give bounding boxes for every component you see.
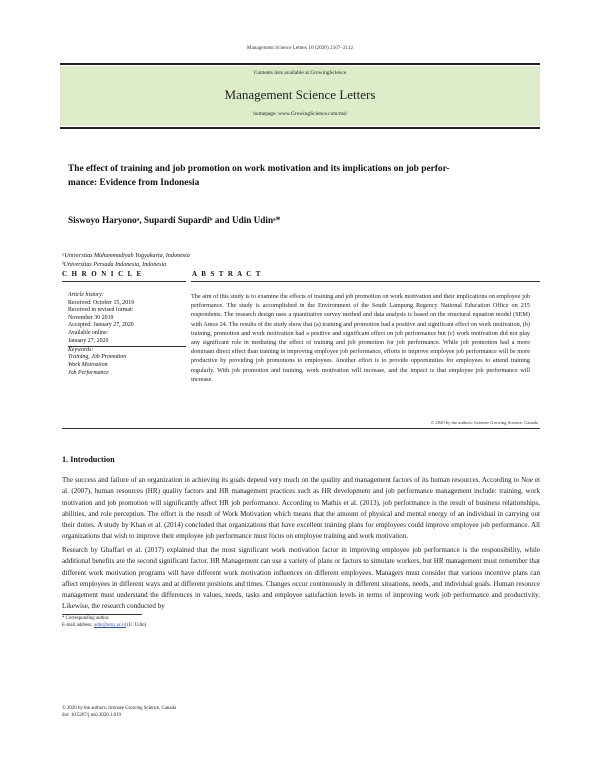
email-note: [62, 623, 146, 630]
affiliation-b: ᵇUniversitas Persada Indonesia, Indonesia: [62, 262, 167, 268]
affiliation-a: ᵃUniversitas Muhammadiyah Yogyakarta, Indonesia: [62, 253, 190, 259]
history-line: Received in revised format:: [68, 307, 134, 314]
email-suffix: (U. Udin): [125, 622, 147, 628]
chronicle-heading: C H R O N I C L E: [62, 270, 143, 278]
footnote-rule: [62, 614, 142, 615]
journal-homepage[interactable]: homepage: www.GrowingScience.com/msl: [253, 111, 347, 117]
footer-doi: doi: 10.5267/j.msl.2020.1.019: [62, 712, 121, 718]
footer-copyright: © 2020 by the authors; licensee Growing Science, Canada: [62, 706, 177, 711]
history-label: Article history:: [68, 292, 104, 298]
email-label: E-mail address:: [62, 622, 94, 628]
top-rule: [60, 63, 540, 65]
journal-name: Management Science Letters: [224, 87, 376, 102]
article-chronicle: [68, 292, 186, 377]
banner-bottom-rule: [60, 127, 540, 129]
intro-paragraph-1: The success and failure of an organization in achieving its goals depend very much on the quality and management factors of its human resources. According to Noe et al. (2007), human resources (HR) quality factors and HR management practices such as HR development and job performance management include: training, work motivation and job promotion will significantly affect HR job performance. According to Mathis et al. (2013), job performance is the result of business relationships, abilities, and role perception. The effort is the result of Work Motivation which means that the amount of physical and mental energy of an individual in carrying out their duties. A study by Khan et al. (2014) concluded that organizations that have excellent training plans for employees could improve employee job performance. All organizations that wish to improve their employee job performance must focus on employee training and work motivation.: [62, 476, 540, 541]
abstract-bottom-rule: [62, 428, 540, 429]
title-line: The effect of training and job promotion on work motivation and its implications on job perfor-: [68, 164, 450, 174]
running-head: Management Science Letters 10 (2020) 2107–2112: [246, 45, 354, 51]
footnotes: [62, 616, 146, 630]
abstract-heading: A B S T R A C T: [192, 270, 262, 278]
title-line: mance: Evidence from Indonesia: [68, 177, 200, 188]
page-footer: [62, 706, 176, 719]
author-list: Siswoyo Haryonoᵃ, Supardi Supardiᵇ and Udin Udinᵃ*: [68, 215, 281, 225]
abstract-heading-rule: [191, 281, 540, 282]
abstract-copyright: © 2020 by the authors; licensee Growing Science, Canada: [430, 420, 538, 425]
paper-title: [68, 163, 538, 190]
contents-available-text: Contents lists available at GrowingScience: [253, 70, 347, 76]
keywords-label: Keywords:: [68, 346, 94, 353]
keyword: Work Motivation: [68, 361, 108, 368]
history-line: Accepted: January 27, 2020: [68, 322, 134, 329]
email-link[interactable]: udin@umy.ac.id: [93, 622, 126, 628]
history-line: Available online:: [68, 329, 109, 336]
journal-banner: [60, 66, 540, 126]
section-heading-introduction: 1. Introduction: [62, 455, 115, 464]
history-line: January 27, 2020: [68, 337, 109, 344]
intro-paragraph-2: Research by Ghaffari et al. (2017) explained that the most significant work motivation factor in improving employee job performance is the responsibility, while additional benefits are the second significant factor. HR Management can use a variety of plans or factors to simulate workers, but HR management must remember that different work motivation programs will have different work motivation influences on different employees. Managers must consider that various incentive plans can affect employees in different ways and at different positions and times. Changes occur continuously in different situations, needs, and individual goals. Human resource management must understand the differences in values, needs, tasks and employee satisfaction levels in terms of improving work job performance and productivity. Likewise, the research conducted by: [62, 546, 540, 611]
chronicle-heading-rule: [62, 281, 186, 282]
history-line: Received: October 15, 2019: [68, 299, 135, 306]
abstract-text: The aim of this study is to examine the effects of training and job promotion on work motivation and their implications on employee job performance. The study is accomplished in the Environment of the South Lampung Regency National Education Office on 215 respondents. The research design uses a quantitative survey method and data analysis is based on the structural equation model (SEM) with Amos 24. The results of the study show that (a) training and promotion had a positive and significant effect on work motivation, (b) training, promotion and work motivation had a positive and significant effect on job performance but (c) work motivation did not play any significant role in mediating the effect of training and job promotion for job performance. While job promotion had a more dominant direct effect than training in improving employee job performance, efforts to improve employee job performance will be more productive by providing job promotions to employees. Another effort is to provide opportunities for employees to attend training regularly. With job promotion and training, work motivation will increase, and the impact is that employee job performance will increase.: [191, 293, 530, 383]
corresponding-author-note: * Corresponding author.: [62, 616, 110, 621]
keyword: Training, Job Promotion: [68, 354, 127, 361]
keyword: Job Performance: [68, 369, 109, 376]
history-line: November 30 2019: [68, 314, 114, 321]
